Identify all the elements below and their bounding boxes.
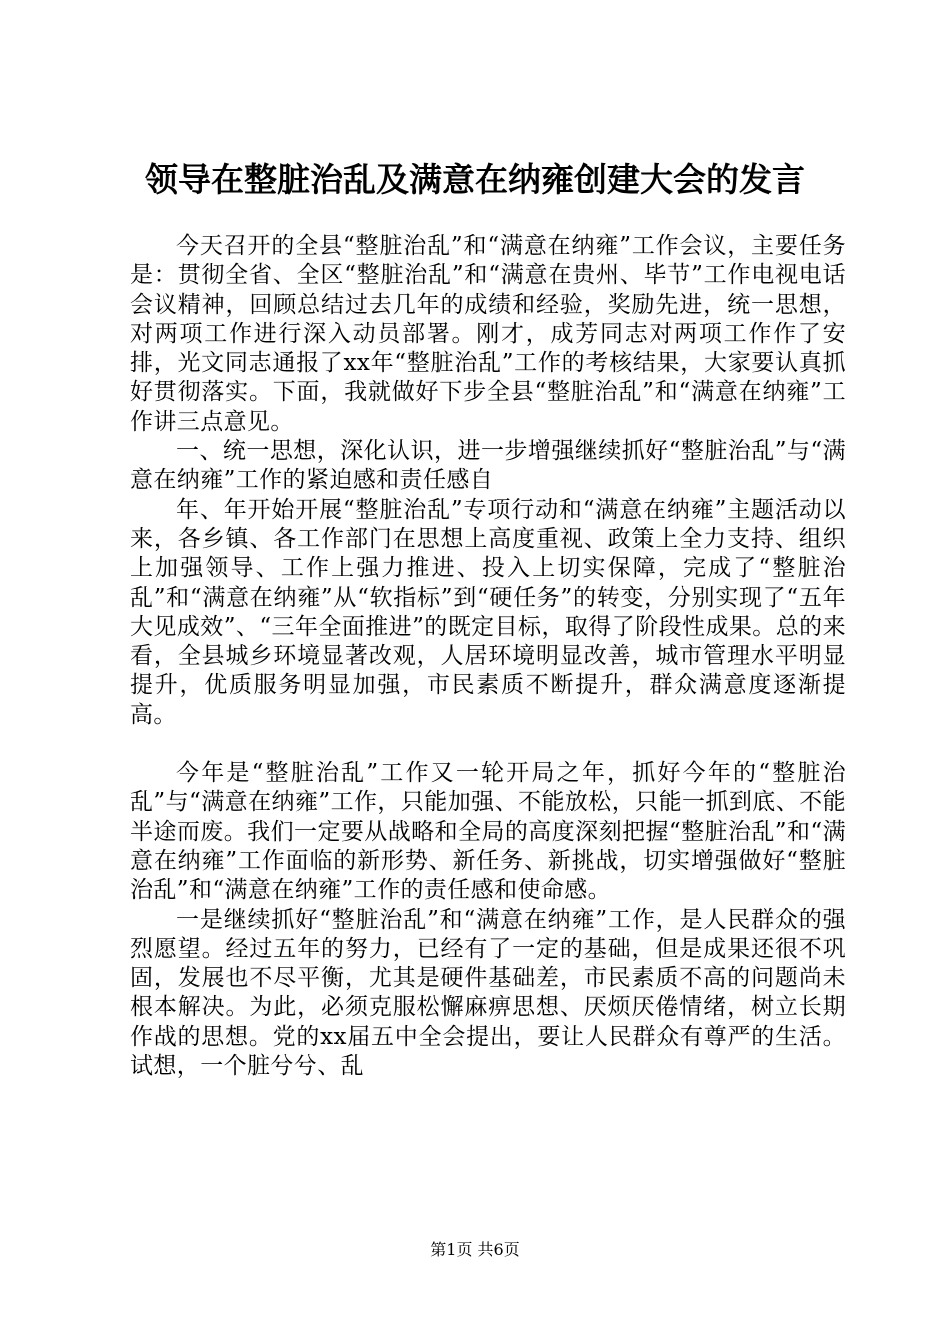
paragraph-intro: 今天召开的全县“整脏治乱”和“满意在纳雍”工作会议，主要任务是：贯彻全省、全区“整脏治乱”和“满意在贵州、毕节”工作电视电话会议精神，回顾总结过去几年的成绩和经验，奖励先进，统一思想，对两项工作进行深入动员部署。刚才，成芳同志对两项工作作了安排，光文同志通报了xx年“整脏治乱”工作的考核结果，大家要认真抓好贯彻落实。下面，我就做好下步全县“整脏治乱”和“满意在纳雍”工作讲三点意见。	[130, 233, 846, 435]
paragraph-heading-one: 一、统一思想，深化认识，进一步增强继续抓好“整脏治乱”与“满意在纳雍”工作的紧迫感和责任感自	[130, 438, 846, 494]
paragraph-this-year: 今年是“整脏治乱”工作又一轮开局之年，抓好今年的“整脏治乱”与“满意在纳雍”工作，只能加强、不能放松，只能一抓到底、不能半途而废。我们一定要从战略和全局的高度深刻把握“整脏治乱”和“满意在纳雍”工作面临的新形势、新任务、新挑战，切实增强做好“整脏治乱”和“满意在纳雍”工作的责任感和使命感。	[130, 760, 846, 904]
paragraph-point-one: 一是继续抓好“整脏治乱”和“满意在纳雍”工作，是人民群众的强烈愿望。经过五年的努力，已经有了一定的基础，但是成果还很不巩固，发展也不尽平衡，尤其是硬件基础差，市民素质不高的问题尚未根本解决。为此，必须克服松懈麻痹思想、厌烦厌倦情绪，树立长期作战的思想。党的xx届五中全会提出，要让人民群众有尊严的生活。试想，一个脏兮兮、乱	[130, 906, 846, 1080]
paragraph-achievements: 年、年开始开展“整脏治乱”专项行动和“满意在纳雍”主题活动以来，各乡镇、各工作部门在思想上高度重视、政策上全力支持、组织上加强领导、工作上强力推进、投入上切实保障，完成了“整脏治乱”和“满意在纳雍”从“软指标”到“硬任务”的转变，分别实现了“五年大见成效”、“三年全面推进”的既定目标，取得了阶段性成果。总的来看，全县城乡环境显著改观，人居环境明显改善，城市管理水平明显提升，优质服务明显加强，市民素质不断提升，群众满意度逐渐提高。	[130, 496, 846, 728]
page-number-footer: 第1页 共6页	[430, 1240, 520, 1259]
document-title: 领导在整脏治乱及满意在纳雍创建大会的发言	[145, 160, 805, 199]
document-body	[130, 232, 846, 1081]
